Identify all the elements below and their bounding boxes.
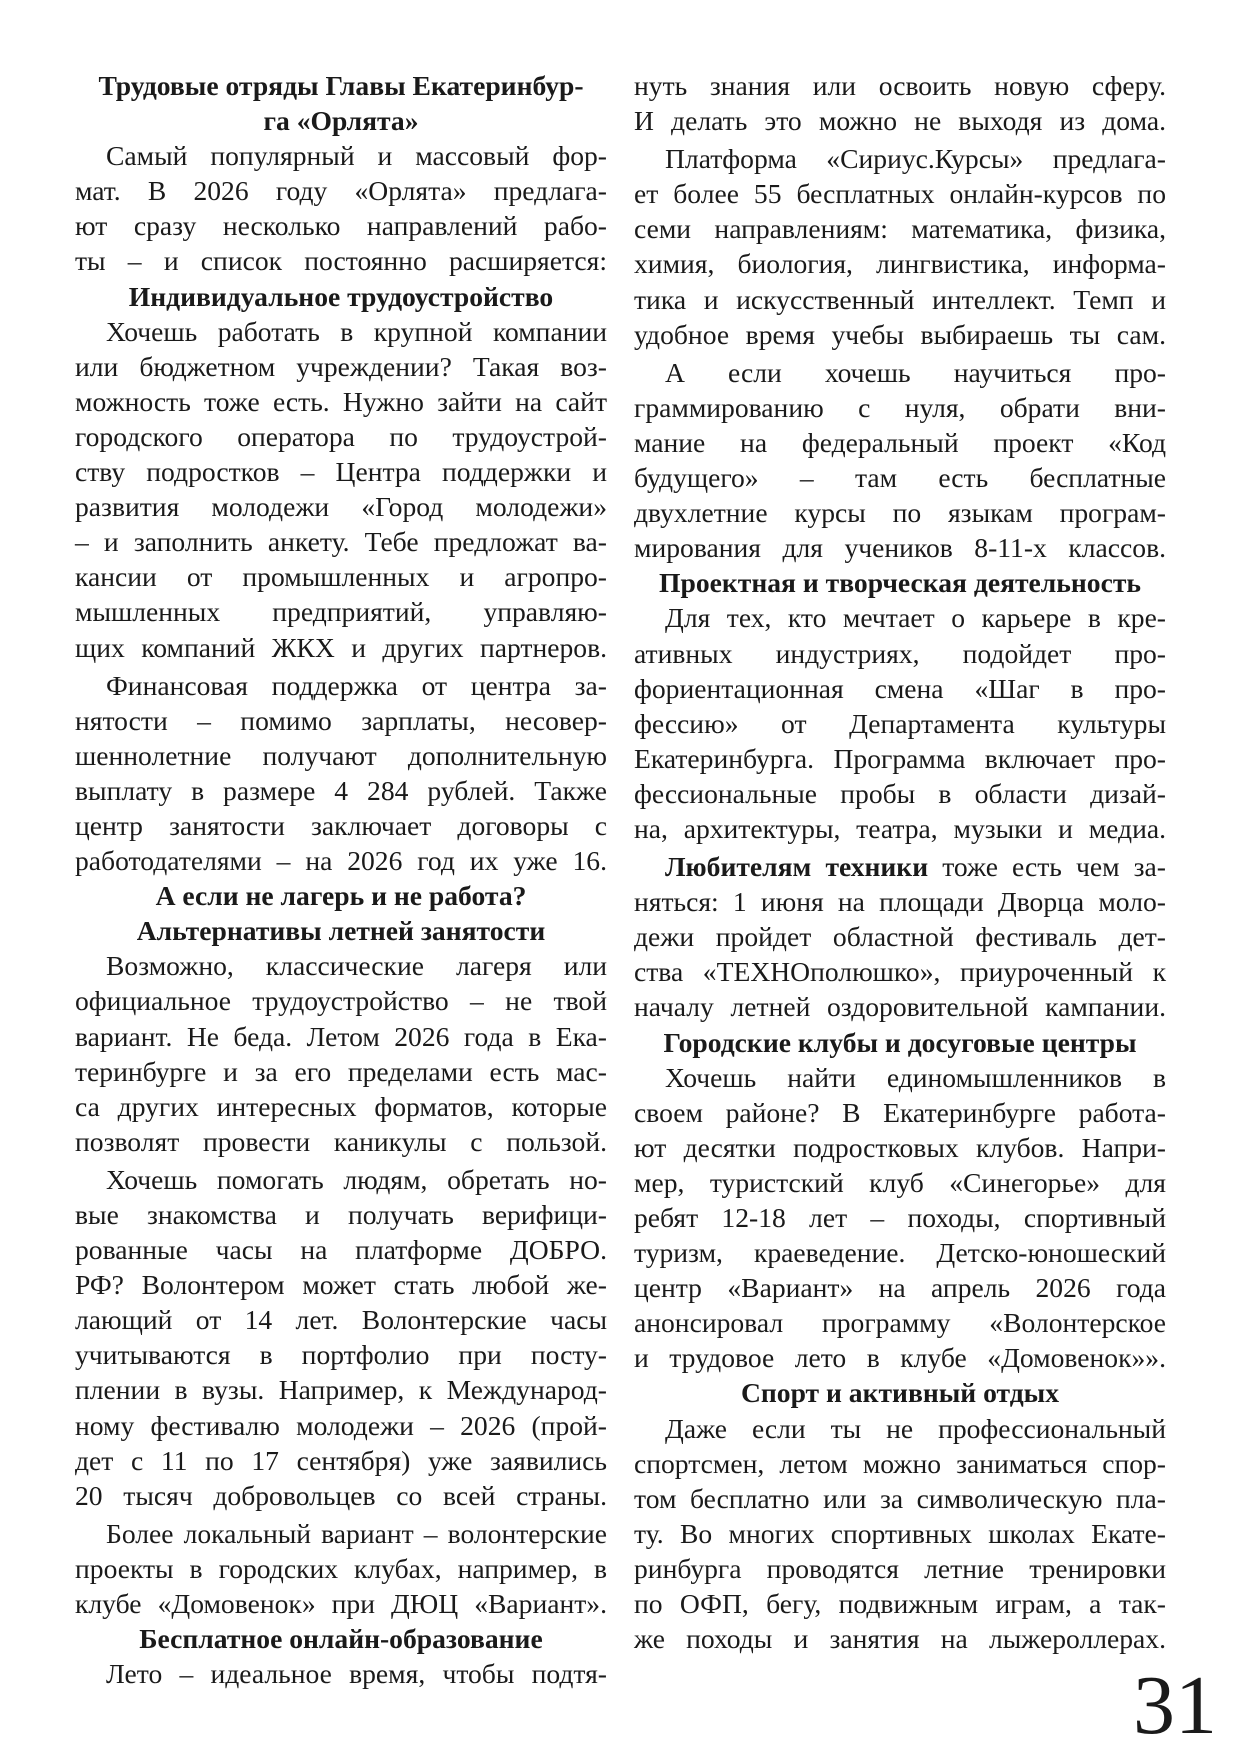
text-line: ют десятки подростковых клубов. Напри- [634, 1131, 1166, 1163]
text-line: нуть знания или освоить новую сферу. [634, 70, 1166, 101]
text-line: ству подростков – Центра поддержки и [75, 456, 607, 488]
text-line: РФ? Волонтером может стать любой же- [75, 1269, 607, 1301]
text-line: Возможно, классические лагеря или [106, 950, 607, 982]
text-line: будущего» – там есть бесплатные [634, 462, 1166, 494]
text-line: плении в вузы. Например, к Международ- [75, 1374, 607, 1406]
text-line: мер, туристский клуб «Синегорье» для [634, 1166, 1166, 1198]
text-line: началу летней оздоровительной кампании. [634, 991, 1166, 1023]
text-line: том бесплатно или за символическую пла- [634, 1482, 1166, 1514]
text-line: рованные часы на платформе ДОБРО. [75, 1234, 607, 1266]
text-line: граммированию с нуля, обрати вни- [634, 391, 1166, 423]
section-heading-line: Спорт и активный отдых [740, 1377, 1060, 1409]
text-line: А если хочешь научиться про- [665, 356, 1166, 388]
text-line: химия, биология, лингвистика, информа- [634, 248, 1166, 280]
text-line: своем районе? В Екатеринбурге работа- [634, 1096, 1166, 1128]
text-line: ет более 55 бесплатных онлайн-курсов по [634, 178, 1166, 210]
page-number: 31 [1133, 1659, 1217, 1752]
text-line: ребят 12-18 лет – походы, спортивный [634, 1202, 1166, 1233]
text-line-rest: тоже есть чем за- [928, 851, 1166, 883]
text-line: фессиональные пробы в области дизай- [634, 777, 1166, 809]
text-line: няться: 1 июня на площади Дворца моло- [634, 886, 1166, 918]
text-line: мирования для учеников 8-11-х классов. [634, 532, 1166, 564]
text-line: же походы и занятия на лыжероллерах. [634, 1623, 1166, 1655]
text-line: ства «ТЕХНОполюшко», приуроченный к [634, 956, 1166, 988]
text-line: или бюджетном учреждении? Такая воз- [75, 350, 607, 382]
text-line: ринбурга проводятся летние тренировки [634, 1552, 1166, 1584]
text-line: двухлетние курсы по языкам програм- [634, 497, 1166, 529]
text-line: – и заполнить анкету. Тебе предложат ва- [75, 526, 607, 558]
text-line: на, архитектуры, театра, музыки и медиа. [634, 812, 1166, 844]
text-line: вариант. Не беда. Летом 2026 года в Ека- [75, 1020, 607, 1052]
text-line: нятости – помимо зарплаты, несовер- [75, 704, 607, 736]
text-line: и трудовое лето в клубе «Домовенок»». [634, 1342, 1166, 1374]
text-line: ному фестивалю молодежи – 2026 (прой- [75, 1409, 607, 1441]
text-line: Финансовая поддержка от центра за- [106, 669, 607, 701]
text-line: центр занятости заключает договоры с [75, 809, 607, 841]
section-heading-line: Городские клубы и досуговые центры [663, 1026, 1137, 1058]
text-line: удобное время учебы выбираешь ты сам. [634, 318, 1166, 350]
bold-lead-text: Любителям техники [665, 851, 929, 883]
text-line: спортсмен, летом можно заниматься спор- [634, 1447, 1166, 1479]
text-line: Екатеринбурга. Программа включает про- [634, 742, 1166, 774]
text-line: тика и искусственный интеллект. Темп и [634, 283, 1166, 315]
text-line: семи направлениям: математика, физика, [634, 213, 1166, 245]
text-line: работодателями – на 2026 год их уже 16. [75, 845, 607, 877]
text-line: дет с 11 по 17 сентября) уже заявились [75, 1444, 607, 1476]
text-line: официальное трудоустройство – не твой [75, 985, 607, 1017]
text-line: са других интересных форматов, которые [75, 1090, 607, 1122]
text-line: ют сразу несколько направлений рабо- [75, 210, 607, 242]
section-heading-line: Бесплатное онлайн-образование [139, 1623, 543, 1655]
text-line: Для тех, кто мечтает о карьере в кре- [665, 602, 1166, 634]
section-heading-line: А если не лагерь и не работа? [155, 880, 527, 912]
text-line: центр «Вариант» на апрель 2026 года [634, 1272, 1166, 1304]
text-line: ту. Во многих спортивных школах Екате- [634, 1517, 1166, 1549]
text-line: теринбурге и за его пределами есть мас- [75, 1055, 607, 1087]
text-line: шеннолетние получают дополнительную [75, 739, 607, 771]
text-line: учитываются в портфолио при посту- [75, 1339, 607, 1371]
text-line: Даже если ты не профессиональный [665, 1412, 1166, 1444]
text-line: городского оператора по трудоустрой- [75, 420, 607, 452]
right-column [634, 68, 1166, 1656]
text-line: Хочешь работать в крупной компании [106, 315, 607, 347]
left-column [75, 68, 607, 1691]
text-line: Хочешь помогать людям, обретать но- [106, 1163, 607, 1195]
text-line: ативных индустриях, подойдет про- [634, 637, 1166, 669]
text-line: по ОФП, бегу, подвижным играм, а так- [634, 1588, 1166, 1620]
text-line: Лето – идеальное время, чтобы подтя- [106, 1658, 607, 1690]
text-line: 20 тысяч добровольцев со всей страны. [75, 1479, 607, 1511]
section-heading-line: Индивидуальное трудоустройство [128, 280, 554, 312]
text-line: лающий от 14 лет. Волонтерские часы [75, 1304, 607, 1336]
text-line: Хочешь найти единомышленников в [665, 1061, 1166, 1093]
text-line: щих компаний ЖКХ и других партнеров. [75, 631, 607, 663]
text-line: фессию» от Департамента культуры [634, 707, 1166, 739]
text-line: Более локальный вариант – волонтерские [106, 1517, 607, 1549]
text-line: мат. В 2026 году «Орлята» предлага- [75, 175, 607, 207]
text-line [634, 849, 1166, 884]
text-line: Самый популярный и массовый фор- [106, 140, 607, 172]
text-line: Платформа «Сириус.Курсы» предлага- [665, 143, 1166, 175]
text-line: клубе «Домовенок» при ДЮЦ «Вариант». [75, 1588, 607, 1620]
section-heading-line: Альтернативы летней занятости [136, 915, 546, 947]
text-line: вые знакомства и получать верифици- [75, 1199, 607, 1230]
text-line: фориентационная смена «Шаг в про- [634, 672, 1166, 704]
text-line: можность тоже есть. Нужно зайти на сайт [75, 385, 607, 417]
text-line: позволят провести каникулы с пользой. [75, 1125, 607, 1157]
text-line: мышленных предприятий, управляю- [75, 596, 607, 628]
section-heading-line: Трудовые отряды Главы Екатеринбур- [98, 70, 584, 101]
text-line: И делать это можно не выходя из дома. [634, 105, 1166, 137]
text-line: кансии от промышленных и агропро- [75, 561, 607, 593]
text-line: проекты в городских клубах, например, в [75, 1552, 607, 1584]
text-line: дежи пройдет областной фестиваль дет- [634, 921, 1166, 953]
text-line: мание на федеральный проект «Код [634, 426, 1166, 458]
text-line: ты – и список постоянно расширяется: [75, 245, 607, 277]
section-heading-line: Проектная и творческая деятельность [659, 567, 1141, 599]
text-line: туризм, краеведение. Детско-юношеский [634, 1237, 1166, 1269]
text-line: анонсировал программу «Волонтерское [634, 1307, 1166, 1339]
section-heading-line: га «Орлята» [263, 105, 419, 137]
text-line: развития молодежи «Город молодежи» [75, 491, 607, 523]
text-line: выплату в размере 4 284 рублей. Также [75, 774, 607, 806]
